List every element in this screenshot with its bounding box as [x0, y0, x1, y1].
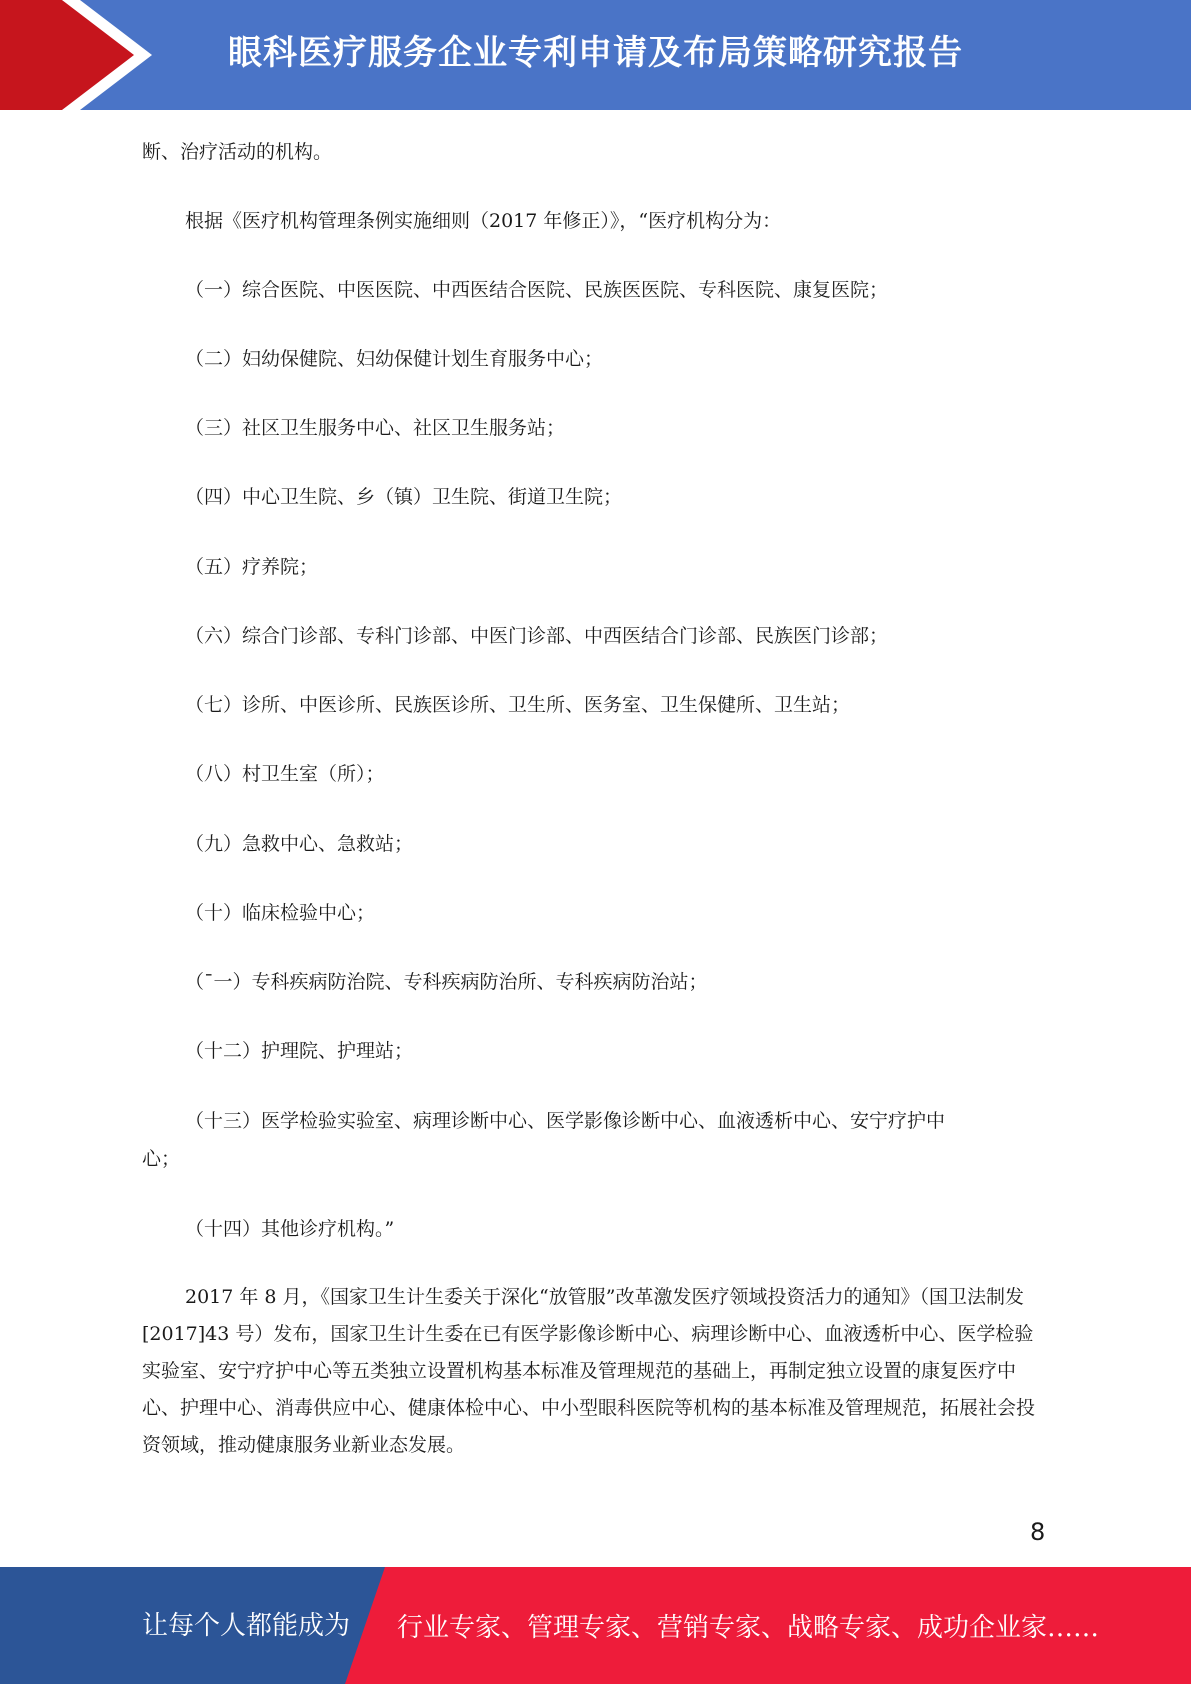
header-red-arrow — [0, 0, 150, 110]
list-item: （八）村卫生室（所）； — [185, 763, 385, 785]
list-item: （四）中心卫生院、乡（镇）卫生院、街道卫生院； — [185, 486, 623, 508]
notice-paragraph: 2017 年 8 月，《国家卫生计生委关于深化“放管服”改革激发医疗领域投资活力的通知》（国卫法制发[2017]43 号）发布，国家卫生计生委在已有医学影像诊断中心、病理诊断中心、血液透析中心、医学检验实验室、安宁疗护中心等五类独立设置机构基本标准及管理规范的基础上，再制定独立设置的康复医疗中心、护理中心、消毒供应中心、健康体检中心、中小型眼科医院等机构的基本标准及管理规范，拓展社会投资领域，推动健康服务业新业态发展。 — [142, 1286, 1036, 1456]
list-item-13-line1: （十三）医学检验实验室、病理诊断中心、医学影像诊断中心、血液透析中心、安宁疗护中 — [185, 1110, 946, 1132]
footer-slogan-right: 行业专家、管理专家、营销专家、战略专家、成功企业家…… — [397, 1613, 1100, 1643]
report-title: 眼科医疗服务企业专利申请及布局策略研究报告 — [228, 33, 963, 73]
list-item-13-line2: 心； — [142, 1148, 181, 1170]
list-item-14: （十四）其他诊疗机构。” — [185, 1218, 395, 1240]
list-item: （九）急救中心、急救站； — [185, 833, 414, 855]
continued-paragraph: 断、治疗活动的机构。 — [142, 141, 333, 163]
list-item: （十）临床检验中心； — [185, 902, 376, 924]
list-item: （六）综合门诊部、专科门诊部、中医门诊部、中西医结合门诊部、民族医门诊部； — [185, 625, 889, 647]
list-item: （二）妇幼保健院、妇幼保健计划生育服务中心； — [185, 348, 604, 370]
list-item: （ˉ一）专科疾病防治院、专科疾病防治所、专科疾病防治站； — [185, 971, 708, 993]
intro-paragraph: 根据《医疗机构管理条例实施细则（2017 年修正）》，“医疗机构分为： — [185, 210, 782, 232]
footer-slogan-left: 让每个人都能成为 — [142, 1611, 351, 1641]
page-footer — [0, 1567, 1191, 1684]
list-item: （三）社区卫生服务中心、社区卫生服务站； — [185, 417, 566, 439]
list-item: （十二）护理院、护理站； — [185, 1040, 414, 1062]
list-item: （五）疗养院； — [185, 556, 319, 578]
list-item: （一）综合医院、中医医院、中西医结合医院、民族医医院、专科医院、康复医院； — [185, 279, 889, 301]
page-number: 8 — [1030, 1518, 1046, 1546]
list-item: （七）诊所、中医诊所、民族医诊所、卫生所、医务室、卫生保健所、卫生站； — [185, 694, 851, 716]
page-header — [0, 0, 1191, 110]
